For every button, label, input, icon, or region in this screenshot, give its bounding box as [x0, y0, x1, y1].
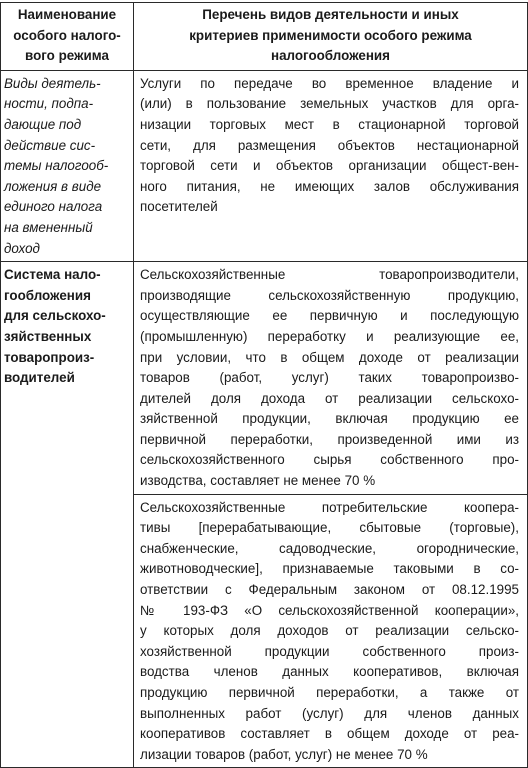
criteria-line: при условии, что в общем доходе от реализации — [140, 349, 519, 365]
criteria-line: сети, для размещения объектов нестационарной — [140, 137, 519, 153]
tax-regime-table — [0, 2, 528, 768]
regime-line: на вмененный — [4, 219, 93, 235]
header-line: критериев применимости особого режима — [189, 27, 472, 43]
criteria-line: осуществляющие ее первичную и последующую — [140, 308, 519, 324]
criteria-line: выполненных работ (услуг) для членов данных — [140, 705, 519, 721]
regime-line: Система нало- — [4, 267, 101, 283]
header-cell-activities — [134, 3, 528, 71]
header-cell-regime-name — [1, 3, 134, 71]
cell-regime-eshn — [1, 262, 134, 768]
criteria-line: Сельскохозяйственные товаропроизводители, — [140, 267, 519, 283]
criteria-line: низации торговых мест в стационарной торговой — [140, 116, 519, 132]
regime-eshn-text — [1, 262, 133, 391]
header-line: вого режима — [25, 48, 109, 64]
criteria-line: (или) в пользование земельных участков для орга- — [140, 96, 519, 112]
criteria-cooperatives-text — [134, 495, 527, 768]
regime-line: ности, подпа- — [4, 96, 94, 112]
regime-line: товаропроиз- — [4, 349, 95, 365]
regime-line: зяйственных — [4, 328, 92, 344]
header-line: налогообложения — [271, 48, 390, 64]
regime-line: Виды деятель- — [4, 75, 101, 91]
regime-line: темы налогооб- — [4, 158, 109, 174]
header-regime-name-text — [1, 3, 133, 70]
criteria-line: (промышленную) переработку и реализующие ее, — [140, 328, 519, 344]
cell-criteria-envd — [134, 70, 528, 261]
criteria-line: № 193-ФЗ «О сельскохозяйственной кооперации», — [140, 602, 519, 618]
criteria-line: дителей доля дохода от реализации сельскохо- — [140, 390, 519, 406]
criteria-producers-text — [134, 262, 527, 494]
regime-line: дающие под — [4, 116, 82, 132]
criteria-line: ного питания, не имеющих залов обслуживания — [140, 178, 519, 194]
header-line: Перечень видов деятельности и иных — [202, 7, 459, 22]
header-line: Наименование — [17, 7, 117, 22]
regime-line: доход — [4, 240, 40, 256]
criteria-line: ответствии с Федеральным законом от 08.12.1995 — [140, 582, 519, 598]
table-row-eshn-producers — [1, 262, 528, 495]
criteria-envd-text — [134, 71, 527, 220]
criteria-line: первичной переработки, произведенной ими из — [140, 431, 519, 447]
criteria-line: торговой сети и объектов организации общест-вен- — [140, 158, 519, 174]
criteria-line: Сельскохозяйственные потребительские коопера- — [140, 499, 519, 515]
criteria-line: лизации товаров (работ, услуг) не менее 70 % — [140, 746, 428, 762]
header-line: особого налого- — [13, 27, 121, 43]
regime-envd-text — [1, 71, 133, 261]
criteria-line: посетителей — [140, 199, 218, 215]
cell-criteria-cooperatives — [134, 494, 528, 768]
regime-line: водителей — [4, 370, 75, 386]
criteria-line: водства членов данных кооперативов, включая — [140, 664, 519, 680]
regime-line: гообложения — [4, 287, 91, 303]
criteria-line: у которых доля доходов от реализации сельско- — [140, 623, 519, 639]
criteria-line: изводства, составляет не менее 70 % — [140, 473, 376, 489]
regime-line: единого налога — [4, 199, 103, 215]
regime-line: для сельскохо- — [4, 308, 106, 324]
cell-regime-envd — [1, 70, 134, 261]
criteria-line: снабженческие, садоводческие, огороднические, — [140, 540, 519, 556]
criteria-line: Услуги по передаче во временное владение и — [140, 75, 519, 91]
criteria-line: кооперативов составляет в общем доходе от реа- — [140, 726, 519, 742]
criteria-line: хозяйственной продукции собственного произ- — [140, 643, 519, 659]
criteria-line: продукцию первичной переработки, а также от — [140, 685, 519, 700]
regime-line: ложения в виде — [4, 178, 102, 194]
regime-line: действие сис- — [4, 137, 96, 153]
criteria-line: сельскохозяйственного сырья собственного про- — [140, 452, 519, 468]
cell-criteria-producers — [134, 262, 528, 495]
header-activities-text — [134, 3, 527, 70]
criteria-line: тивы [перерабатывающие, сбытовые (торговые), — [140, 520, 519, 536]
table-header-row — [1, 3, 528, 71]
criteria-line: товаров (работ, услуг) таких товаропроизво- — [140, 370, 519, 386]
criteria-line: животноводческие], признаваемые таковыми в со- — [140, 561, 519, 577]
criteria-line: зяйственной продукции, включая продукцию ее — [140, 411, 519, 427]
criteria-line: производящие сельскохозяйственную продукцию, — [140, 287, 519, 303]
table-row-envd — [1, 70, 528, 261]
